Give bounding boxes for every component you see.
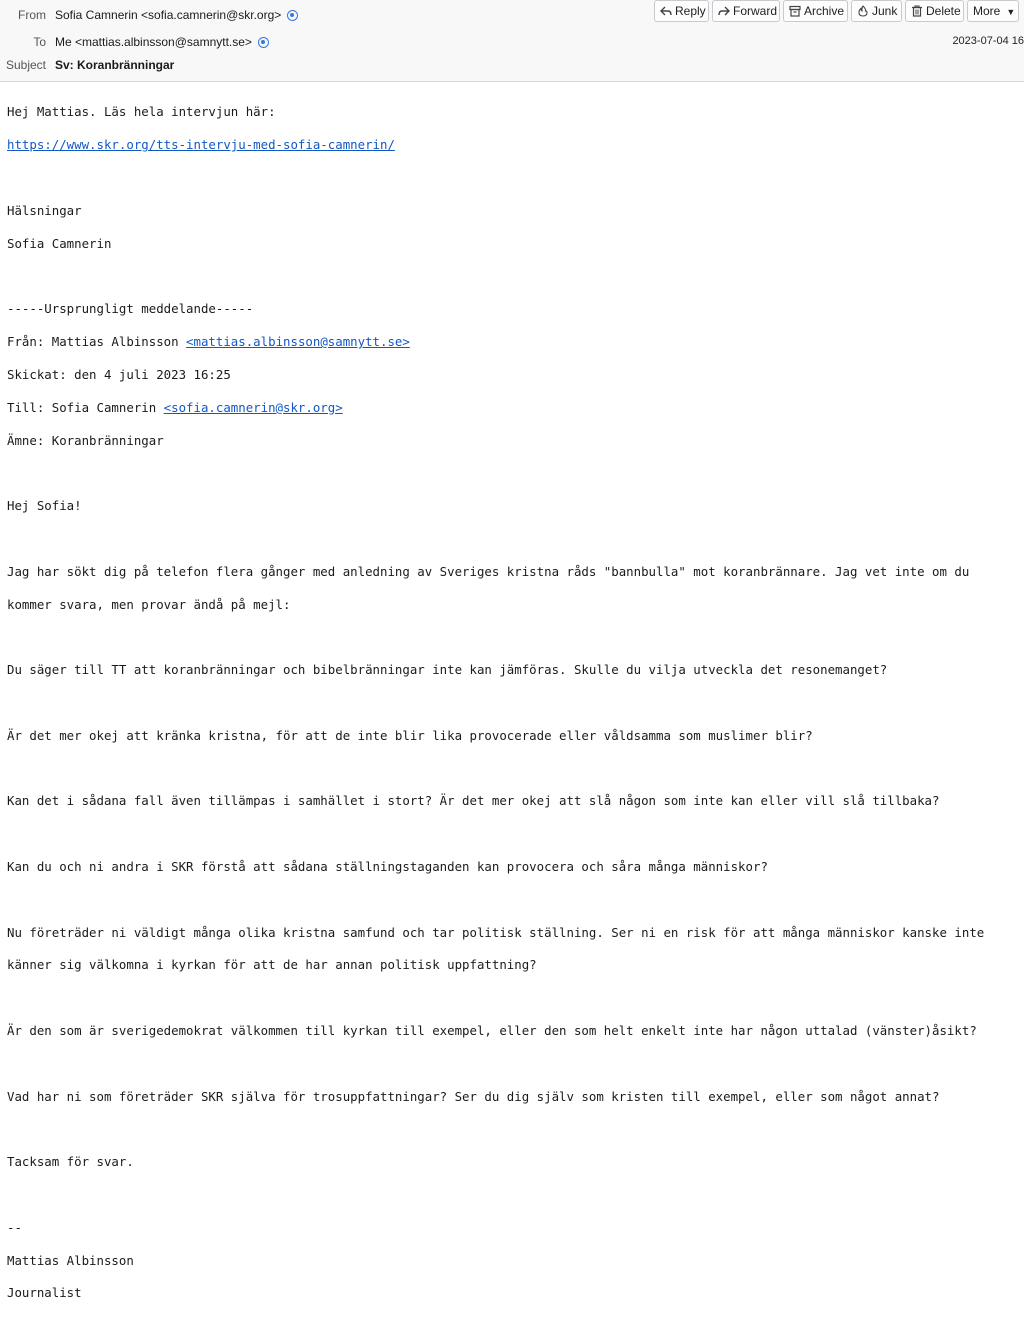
subject-value: Sv: Koranbränningar [55,58,175,72]
junk-label: Junk [872,4,898,18]
to-label: To [33,35,46,49]
body-line: Nu företräder ni väldigt många olika kristna samfund och tar politisk ställning. Ser ni en risk för att många människor kanske inte [7,924,985,940]
body-line: Är det mer okej att kränka kristna, för att de inte blir lika provocerade eller våldsamma som muslimer blir? [7,727,813,743]
junk-flame-icon [857,3,869,15]
reply-label: Reply [675,4,706,18]
delete-label: Delete [926,4,961,18]
body-line: Skickat: den 4 juli 2023 16:25 [7,366,231,382]
forward-button[interactable] [712,0,780,22]
more-label: More [973,4,1001,18]
body-line: Vad har ni som företräder SKR själva för trosuppfattningar? Ser du dig själv som kristen till exempel, eller som något annat? [7,1088,940,1104]
body-line: Tacksam för svar. [7,1154,134,1170]
archive-label: Archive [804,4,845,18]
body-line: Hej Mattias. Läs hela intervjun här: [7,104,276,120]
body-line: Jag har sökt dig på telefon flera gånger med anledning av Sveriges kristna råds "bannbulla" mot koranbrännare. Jag vet inte om du [7,563,970,579]
body-line: Hej Sofia! [7,498,82,514]
to-value[interactable]: Me <mattias.albinsson@samnytt.se> [55,35,252,49]
recipient-email-link[interactable]: <sofia.camnerin@skr.org> [163,399,343,415]
forward-icon [718,3,730,15]
body-line: Sofia Camnerin [7,235,112,251]
body-line: Kan du och ni andra i SKR förstå att sådana ställningstaganden kan provocera och såra många människor? [7,858,768,874]
contact-icon[interactable] [258,37,269,48]
from-row [0,4,400,26]
signature-separator: -- [7,1219,22,1235]
body-line: Kan det i sådana fall även tillämpas i samhället i stort? Är det mer okej att slå någon som inte kan eller vill slå tillbaka? [7,793,940,809]
body-line: kommer svara, men provar ändå på mejl: [7,596,291,612]
signature-name: Mattias Albinsson [7,1252,134,1268]
to-row [0,31,400,53]
body-line: Hälsningar [7,202,82,218]
body-line: Från: Mattias Albinsson [7,334,187,350]
body-line: känner sig välkomna i kyrkan för att de har annan politisk uppfattning? [7,957,537,973]
from-label: From [18,8,46,22]
subject-label: Subject [5,58,46,72]
reply-button[interactable] [654,0,709,22]
contact-icon[interactable] [287,10,298,21]
message-header [0,0,1024,82]
body-line: -----Ursprungligt meddelande----- [7,301,254,317]
body-line: Ämne: Koranbränningar [7,432,164,448]
body-line: Är den som är sverigedemokrat välkommen till kyrkan till exempel, eller den som helt enkelt inte har någon uttalad (vänster)åsikt? [7,1023,977,1038]
sender-email-link[interactable]: <mattias.albinsson@samnytt.se> [186,334,410,350]
dropdown-arrow-icon: ▼ [1006,7,1016,17]
reply-icon [660,3,672,15]
message-date: 2023-07-04 16 [952,35,1024,47]
more-button[interactable] [967,0,1019,22]
body-line: Till: Sofia Camnerin [7,399,164,415]
archive-icon [789,3,801,15]
signature-title: Journalist [7,1285,82,1301]
from-value[interactable]: Sofia Camnerin <sofia.camnerin@skr.org> [55,8,282,22]
trash-icon [911,3,923,15]
interview-link[interactable]: https://www.skr.org/tts-intervju-med-sofia-camnerin/ [7,137,395,153]
forward-label: Forward [733,4,778,18]
subject-row [0,54,400,76]
junk-button[interactable] [851,0,902,22]
archive-button[interactable] [783,0,848,22]
delete-button[interactable] [905,0,964,22]
body-line: Du säger till TT att koranbränningar och bibelbränningar inte kan jämföras. Skulle du vilja utveckla det resonemanget? [7,662,888,678]
message-body [7,88,1019,1318]
